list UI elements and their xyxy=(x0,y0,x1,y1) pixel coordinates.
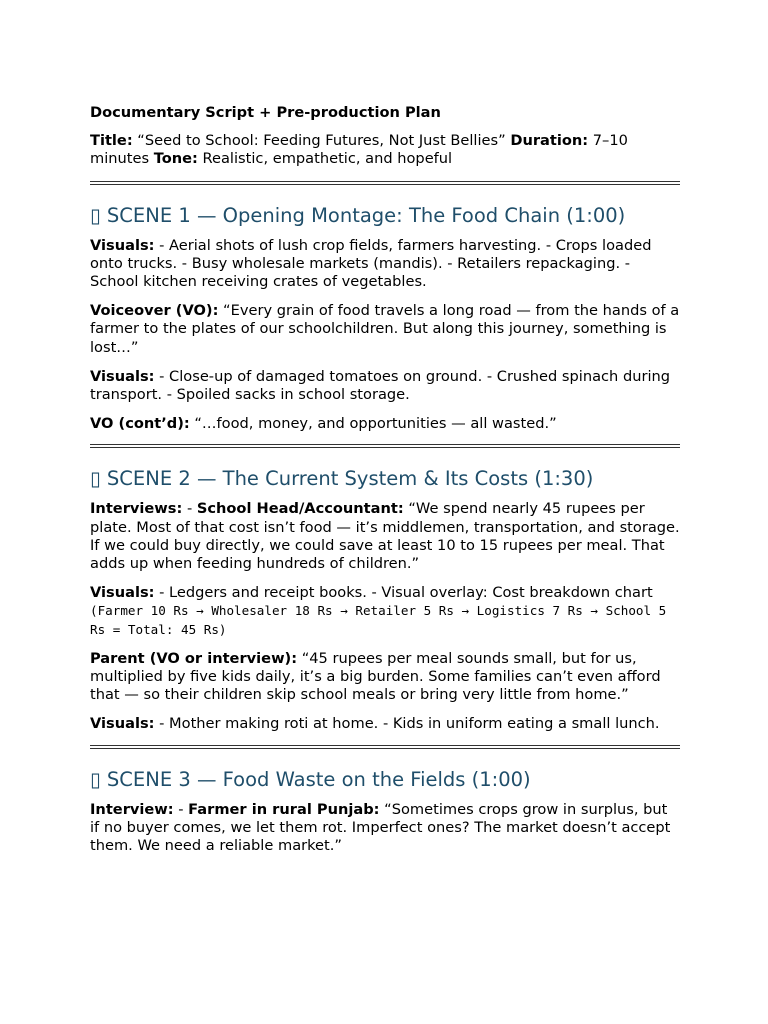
scene-2-parent xyxy=(90,650,680,705)
section-divider xyxy=(90,745,680,749)
section-divider xyxy=(90,181,680,185)
visuals-label: Visuals: xyxy=(90,236,155,254)
voiceover-label: Voiceover (VO): xyxy=(90,302,219,320)
title-label: Title: xyxy=(90,132,133,150)
tone-label: Tone: xyxy=(153,150,198,168)
vo-contd-label: VO (cont’d): xyxy=(90,415,190,433)
interviews-label: Interviews: xyxy=(90,500,183,518)
scene-2-heading: ▯ SCENE 2 — The Current System & Its Costs (1:30) xyxy=(90,467,594,491)
interview-text: “We spend nearly 45 rupees per plate. Most of that cost isn’t food — it’s middlemen, transportation, and storage. If we could buy directly, we could save at least 10 to 15 rupees per meal. That adds up when feeding hundreds of children.” xyxy=(90,500,680,573)
scene-3 xyxy=(90,768,680,856)
separator-text: - xyxy=(182,500,197,518)
farmer-text: “Sometimes crops grow in surplus, but if no buyer comes, we let them rot. Imperfect ones? The market doesn’t accept them. We need a reliable market.” xyxy=(90,800,671,855)
scene-1-visuals xyxy=(90,237,680,292)
document-meta xyxy=(90,132,680,168)
scene-2-visuals-2 xyxy=(90,715,680,733)
scene-3-interview xyxy=(90,801,680,856)
title-value: “Seed to School: Feeding Futures, Not Just Bellies” xyxy=(132,132,511,150)
scene-1-heading: ▯ SCENE 1 — Opening Montage: The Food Chain (1:00) xyxy=(90,203,626,227)
visuals-text: - Mother making roti at home. - Kids in uniform eating a small lunch. xyxy=(154,715,660,733)
parent-text: “45 rupees per meal sounds small, but for us, multiplied by five kids daily, it’s a big burden. Some families can’t even afford that — so their children skip school meals or bring very little from home.” xyxy=(90,649,661,704)
voiceover-text: “Every grain of food travels a long road — from the hands of a farmer to the plates of our schoolchildren. But along this journey, something is lost…” xyxy=(90,302,680,356)
scene-2-interviews xyxy=(90,500,680,573)
separator-text: - xyxy=(173,800,189,818)
duration-value: 7–10 minutes xyxy=(90,132,628,168)
scene-1-voiceover xyxy=(90,302,680,357)
farmer-label: Farmer in rural Punjab: xyxy=(188,800,380,818)
scene-2 xyxy=(90,467,680,733)
document-page xyxy=(90,104,680,866)
scene-1-visuals-2 xyxy=(90,368,680,404)
tone-value: Realistic, empathetic, and hopeful xyxy=(197,150,453,168)
scene-2-visuals xyxy=(90,584,680,639)
visuals-text: - Close-up of damaged tomatoes on ground. - Crushed spinach during transport. - Spoiled sacks in school storage. xyxy=(90,367,671,404)
scene-3-heading: ▯ SCENE 3 — Food Waste on the Fields (1:00) xyxy=(90,767,531,791)
vo-contd-text: “…food, money, and opportunities — all wasted.” xyxy=(189,415,557,433)
duration-label: Duration: xyxy=(510,132,589,150)
visuals-text: - Aerial shots of lush crop fields, farmers harvesting. - Crops loaded onto trucks. - Busy wholesale markets (mandis). - Retailers repackaging. - School kitchen receiving crates of vegetables. xyxy=(90,236,652,291)
interview-label: Interview: xyxy=(90,800,174,818)
section-divider xyxy=(90,444,680,448)
visuals-label: Visuals: xyxy=(90,367,155,385)
scene-1 xyxy=(90,204,680,434)
scene-1-vo-contd xyxy=(90,415,680,433)
visuals-label: Visuals: xyxy=(90,715,155,733)
visuals-label: Visuals: xyxy=(90,584,155,602)
parent-label: Parent (VO or interview): xyxy=(90,649,298,667)
document-heading: Documentary Script + Pre-production Plan xyxy=(90,104,441,121)
school-head-label: School Head/Accountant: xyxy=(196,500,404,518)
visuals-text: - Ledgers and receipt books. - Visual overlay: Cost breakdown chart xyxy=(154,584,653,602)
cost-breakdown-code: (Farmer 10 Rs → Wholesaler 18 Rs → Retailer 5 Rs → Logistics 7 Rs → School 5 Rs = Total: 45 Rs) xyxy=(90,603,667,637)
